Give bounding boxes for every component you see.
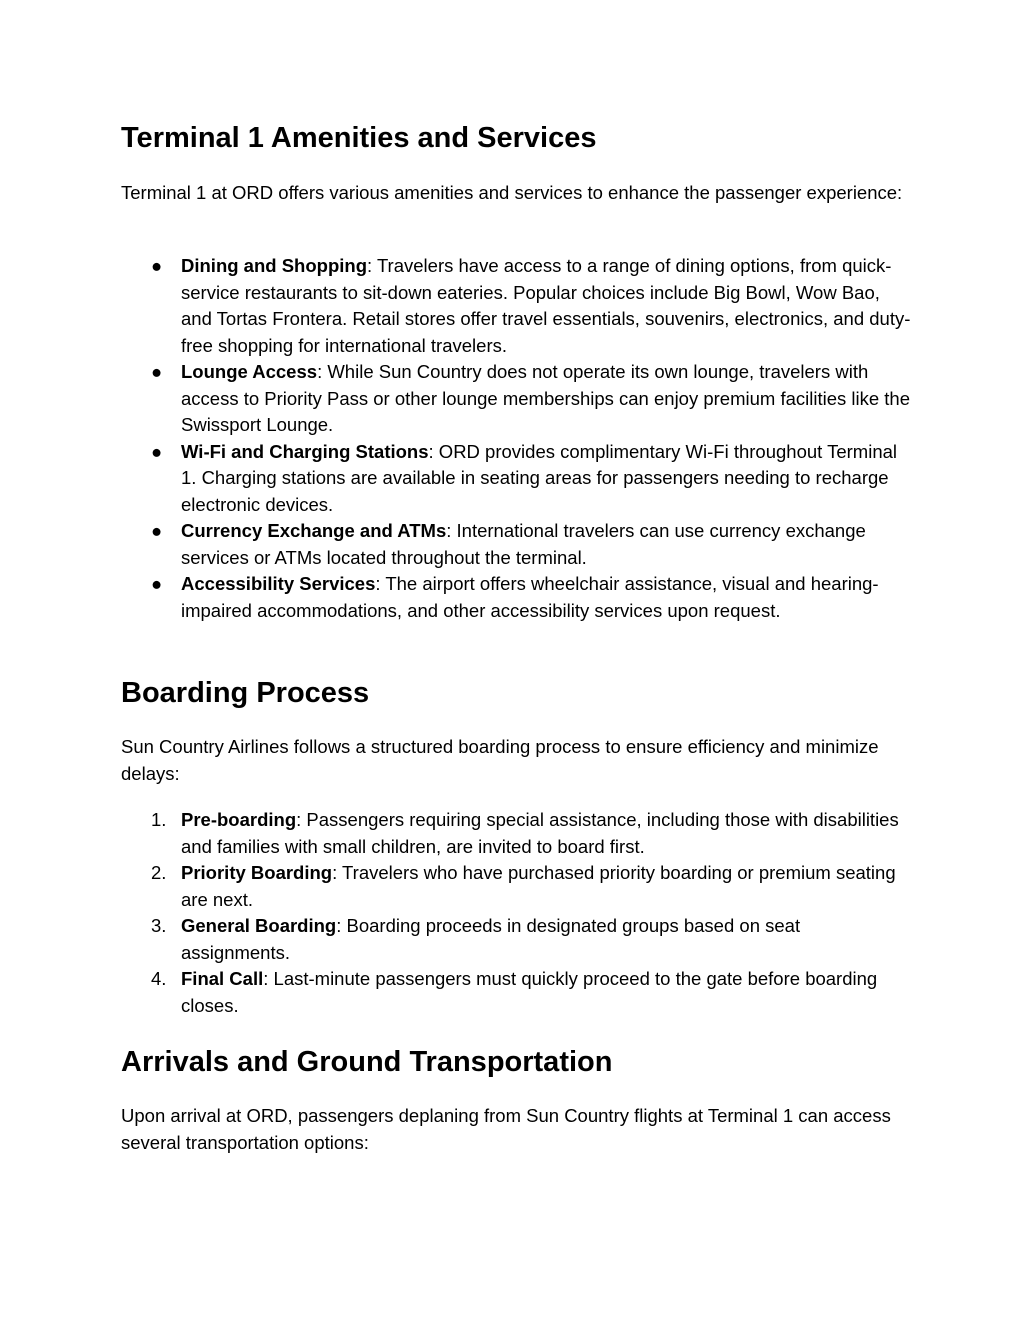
item-term: Dining and Shopping — [181, 255, 367, 276]
list-item — [121, 966, 911, 1019]
list-item — [121, 807, 911, 860]
list-number: 1. — [151, 809, 167, 830]
item-term: Priority Boarding — [181, 862, 333, 883]
item-term: Pre-boarding — [181, 809, 297, 830]
boarding-steps-list — [121, 807, 911, 1019]
list-item — [121, 359, 911, 439]
list-number: 3. — [151, 915, 167, 936]
bullet-icon: ● — [151, 520, 163, 541]
item-term: Final Call — [181, 968, 264, 989]
list-item — [121, 913, 911, 966]
list-number: 4. — [151, 968, 167, 989]
boarding-intro: Sun Country Airlines follows a structured boarding process to ensure efficiency and minimize delays: — [121, 736, 879, 784]
item-text: : Passengers requiring special assistance, including those with disabilities and families with small children, are invited to board first. — [181, 809, 899, 857]
bullet-icon: ● — [151, 440, 163, 462]
item-term: Lounge Access — [181, 361, 318, 382]
section-heading-boarding: Boarding Process — [121, 677, 370, 709]
bullet-icon: ● — [151, 255, 163, 276]
item-term: Accessibility Services — [181, 573, 376, 594]
list-item — [121, 518, 911, 571]
item-text: : Last-minute passengers must quickly proceed to the gate before boarding closes. — [181, 968, 878, 1016]
list-item — [121, 860, 911, 913]
amenities-intro: Terminal 1 at ORD offers various amenities and services to enhance the passenger experience: — [121, 182, 903, 203]
list-number: 2. — [151, 862, 167, 883]
list-item — [121, 253, 911, 359]
item-text: : ORD provides complimentary Wi-Fi throughout Terminal 1. Charging stations are available in seating areas for passengers needing to recharge electronic devices. — [181, 440, 898, 515]
item-term: Currency Exchange and ATMs — [181, 520, 447, 541]
amenities-list — [121, 253, 911, 624]
item-text: : The airport offers wheelchair assistance, visual and hearing-impaired accommodations, and other accessibility services upon request. — [181, 573, 879, 621]
item-term: Wi-Fi and Charging Stations — [181, 440, 429, 462]
item-text: : Travelers who have purchased priority boarding or premium seating are next. — [181, 862, 896, 910]
item-text: : International travelers can use currency exchange services or ATMs located throughout the terminal. — [181, 520, 866, 568]
arrivals-intro: Upon arrival at ORD, passengers deplaning from Sun Country flights at Terminal 1 can access several transportation options: — [121, 1105, 891, 1153]
item-text: : While Sun Country does not operate its own lounge, travelers with access to Priority Pass or other lounge memberships can enjoy premium facilities like the Swissport Lounge. — [181, 361, 911, 435]
list-item — [121, 439, 911, 519]
item-text: : Travelers have access to a range of dining options, from quick-service restaurants to sit-down eateries. Popular choices include Big Bowl, Wow Bao, and Tortas Frontera. Retail stores offer travel essentials, souvenirs, electronics, and duty-free shopping for international travelers. — [181, 255, 911, 356]
section-heading-arrivals: Arrivals and Ground Transportation — [121, 1046, 613, 1078]
bullet-icon: ● — [151, 573, 163, 594]
item-text: : Boarding proceeds in designated groups based on seat assignments. — [181, 915, 801, 963]
list-item — [121, 571, 911, 624]
section-heading-amenities: Terminal 1 Amenities and Services — [121, 122, 597, 154]
item-term: General Boarding — [181, 915, 337, 936]
bullet-icon: ● — [151, 361, 163, 382]
